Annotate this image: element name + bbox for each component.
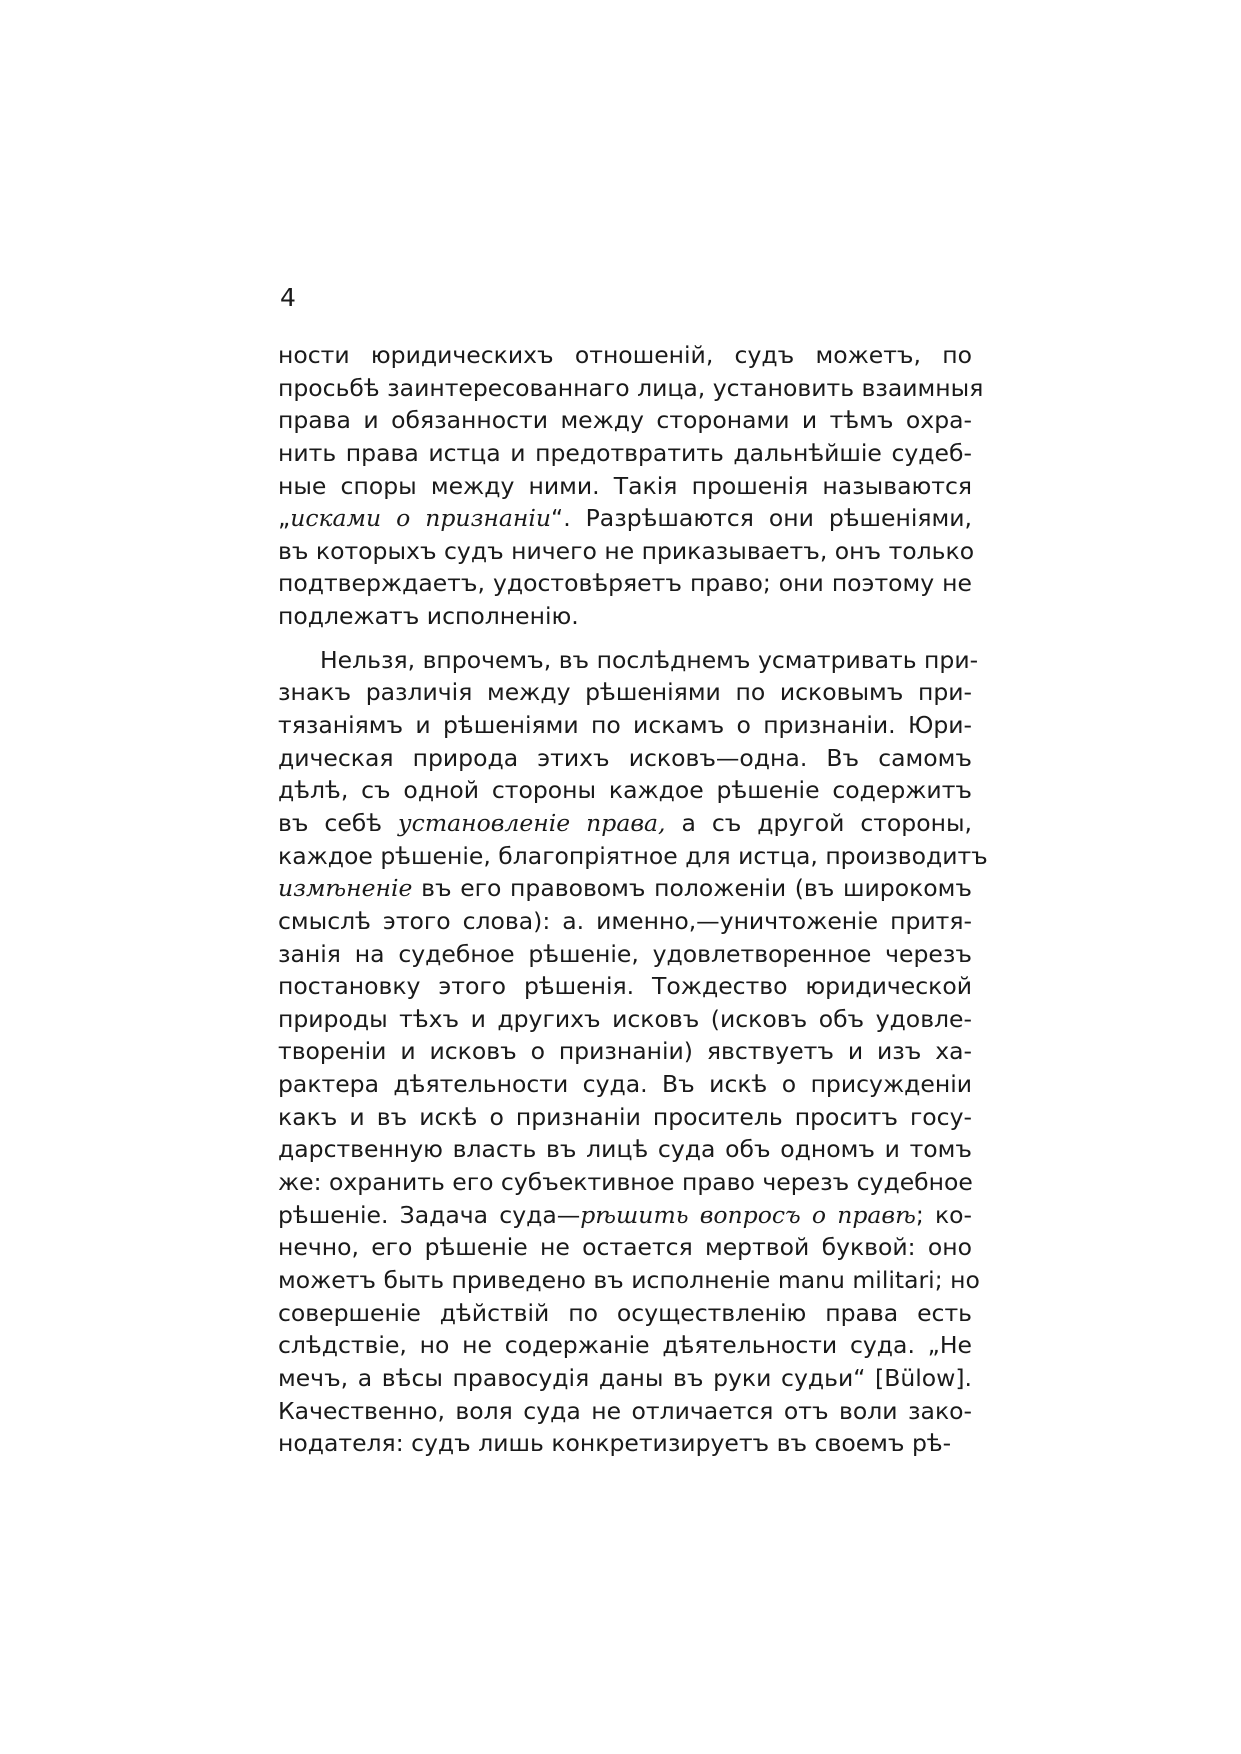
text-line xyxy=(278,1101,972,1134)
text-line xyxy=(278,437,972,470)
text-run: въ которыхъ судъ ничего не приказываетъ, онъ только xyxy=(278,536,975,565)
text-run: Качественно, воля суда не отличается отъ воли зако- xyxy=(278,1396,972,1425)
text-run: въ себѣ xyxy=(278,808,399,837)
text-run: знакъ различія между рѣшеніями по исковымъ при- xyxy=(278,678,972,707)
text-line xyxy=(278,502,972,535)
text-run: дѣлѣ, съ одной стороны каждое рѣшеніе содержитъ xyxy=(278,776,972,805)
text-run: занія на судебное рѣшеніе, удовлетворенное черезъ xyxy=(278,939,972,968)
paragraph-gap xyxy=(278,633,972,644)
text-line xyxy=(278,905,972,938)
body-text xyxy=(278,339,988,1460)
text-run: ; ко- xyxy=(915,1200,972,1229)
text-line xyxy=(278,1297,972,1330)
text-line xyxy=(278,339,972,372)
text-line xyxy=(278,938,972,971)
italic-phrase: измѣненіе xyxy=(278,874,413,903)
text-line xyxy=(278,535,975,568)
text-line xyxy=(278,470,972,503)
text-run: тязаніямъ и рѣшеніями по искамъ о признаніи. Юри- xyxy=(278,711,972,740)
text-line xyxy=(278,872,972,905)
text-run: Нельзя, впрочемъ, въ послѣднемъ усматривать при- xyxy=(320,645,979,674)
text-run: рактера дѣятельности суда. Въ искѣ о присужденіи xyxy=(278,1070,972,1099)
text-line xyxy=(278,1166,972,1199)
text-line xyxy=(278,840,988,873)
text-run: “. Разрѣшаются они рѣшеніями, xyxy=(551,504,972,533)
text-run: нодателя: судъ лишь конкретизируетъ въ своемъ рѣ- xyxy=(278,1429,952,1458)
text-line xyxy=(278,1231,972,1264)
text-run: права и обязанности между сторонами и тѣмъ охра- xyxy=(278,406,972,435)
text-run: смыслѣ этого слова): а. именно,—уничтоженіе притя- xyxy=(278,906,972,935)
text-run: а съ другой стороны, xyxy=(665,808,972,837)
text-run: можетъ быть приведено въ исполненіе manu militari; но xyxy=(278,1265,980,1294)
text-line xyxy=(278,567,972,600)
text-run: „ xyxy=(278,504,291,533)
text-line xyxy=(278,676,972,709)
text-run: въ его правовомъ положеніи (въ широкомъ xyxy=(412,874,972,903)
text-line xyxy=(278,404,972,437)
text-run: ности юридическихъ отношеній, судъ можетъ, по xyxy=(278,341,972,369)
text-line xyxy=(278,1035,972,1068)
text-line xyxy=(278,774,972,807)
text-run: же: охранить его субъективное право черезъ судебное xyxy=(278,1168,973,1197)
text-line xyxy=(278,1199,972,1232)
text-run: твореніи и исковъ о признаніи) явствуетъ и изъ ха- xyxy=(278,1037,972,1066)
italic-phrase: установленіе права, xyxy=(398,808,666,837)
text-line xyxy=(278,742,972,775)
text-line xyxy=(278,1427,972,1460)
page-number: 4 xyxy=(280,283,296,312)
text-run: просьбѣ заинтересованнаго лица, установить взаимныя xyxy=(278,373,984,402)
italic-phrase: исками о признаніи xyxy=(290,504,552,533)
text-run: какъ и въ искѣ о признаніи проситель проситъ госу- xyxy=(278,1102,972,1131)
text-line xyxy=(278,1003,972,1036)
text-run: рѣшеніе. Задача суда— xyxy=(278,1200,581,1229)
text-run: нечно, его рѣшеніе не остается мертвой буквой: оно xyxy=(278,1233,972,1262)
text-line xyxy=(278,807,972,840)
text-run: мечъ, а вѣсы правосудія даны въ руки судьи“ [Bülow]. xyxy=(278,1363,972,1392)
text-run: дарственную власть въ лицѣ суда объ одномъ и томъ xyxy=(278,1135,972,1164)
text-run: слѣдствіе, но не содержаніе дѣятельности суда. „Не xyxy=(278,1331,972,1360)
text-run: совершеніе дѣйствій по осуществленію права есть xyxy=(278,1298,972,1327)
text-line xyxy=(278,1133,972,1166)
italic-phrase: рѣшить вопросъ о правѣ xyxy=(580,1200,916,1229)
text-line xyxy=(278,372,984,405)
text-line xyxy=(278,1264,980,1297)
text-run: постановку этого рѣшенія. Тождество юридической xyxy=(278,972,972,1001)
text-line xyxy=(278,1068,972,1101)
text-line xyxy=(278,644,979,677)
text-run: нить права истца и предотвратить дальнѣйшіе судеб- xyxy=(278,438,972,467)
text-line xyxy=(278,709,972,742)
text-line xyxy=(278,1362,972,1395)
text-line xyxy=(278,970,972,1003)
text-line xyxy=(278,600,972,633)
text-line xyxy=(278,1329,972,1362)
text-run: подтверждаетъ, удостовѣряетъ право; они поэтому не xyxy=(278,569,972,598)
text-run: природы тѣхъ и другихъ исковъ (исковъ объ удовле- xyxy=(278,1004,972,1033)
text-run: подлежатъ исполненію. xyxy=(278,602,579,631)
text-run: ные споры между ними. Такія прошенія называются xyxy=(278,471,972,500)
text-run: дическая природа этихъ исковъ—одна. Въ самомъ xyxy=(278,743,972,772)
text-run: каждое рѣшеніе, благопріятное для истца, производитъ xyxy=(278,841,988,870)
text-line xyxy=(278,1395,972,1428)
